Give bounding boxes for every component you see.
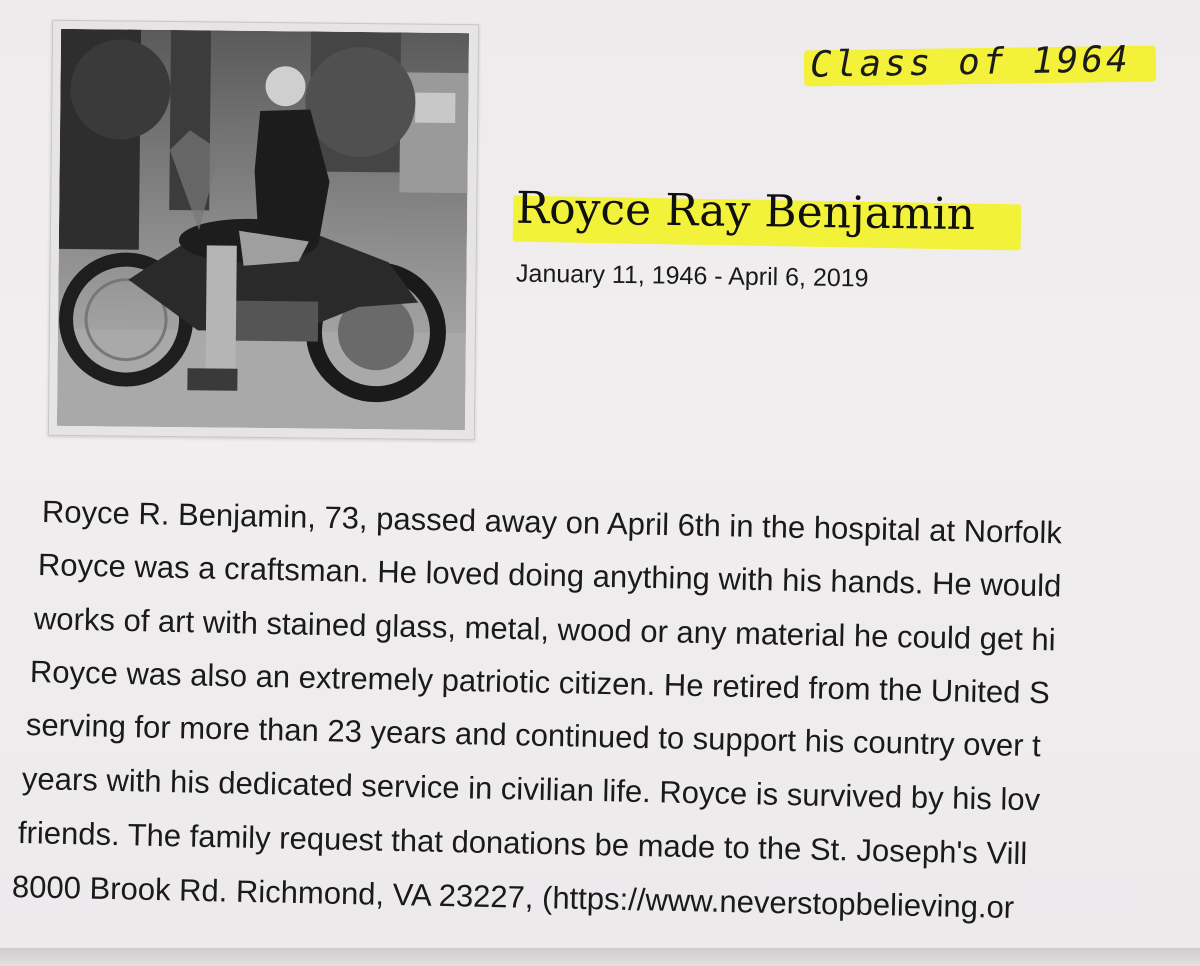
obituary-line: serving for more than 23 years and continued to support his country over t	[25, 707, 1042, 764]
obituary-line: Royce R. Benjamin, 73, passed away on April 6th in the hospital at Norfolk	[41, 494, 1063, 551]
life-dates: January 11, 1946 - April 6, 2019	[515, 259, 869, 293]
paper-edge	[0, 948, 1200, 966]
obituary-line: 8000 Brook Rd. Richmond, VA 23227, (https://www.neverstopbelieving.or	[11, 869, 1015, 925]
deceased-name: Royce Ray Benjamin	[515, 182, 976, 241]
obituary-line: works of art with stained glass, metal, wood or any material he could get hi	[33, 601, 1056, 658]
class-label: Class of 1964	[809, 39, 1132, 86]
obituary-line: years with his dedicated service in civilian life. Royce is survived by his lov	[21, 761, 1041, 818]
obituary-line: friends. The family request that donations be made to the St. Joseph's Vill	[17, 815, 1028, 872]
obituary-line: Royce was a craftsman. He loved doing anything with his hands. He would	[37, 547, 1062, 604]
obituary-line: Royce was also an extremely patriotic citizen. He retired from the United S	[29, 654, 1051, 711]
